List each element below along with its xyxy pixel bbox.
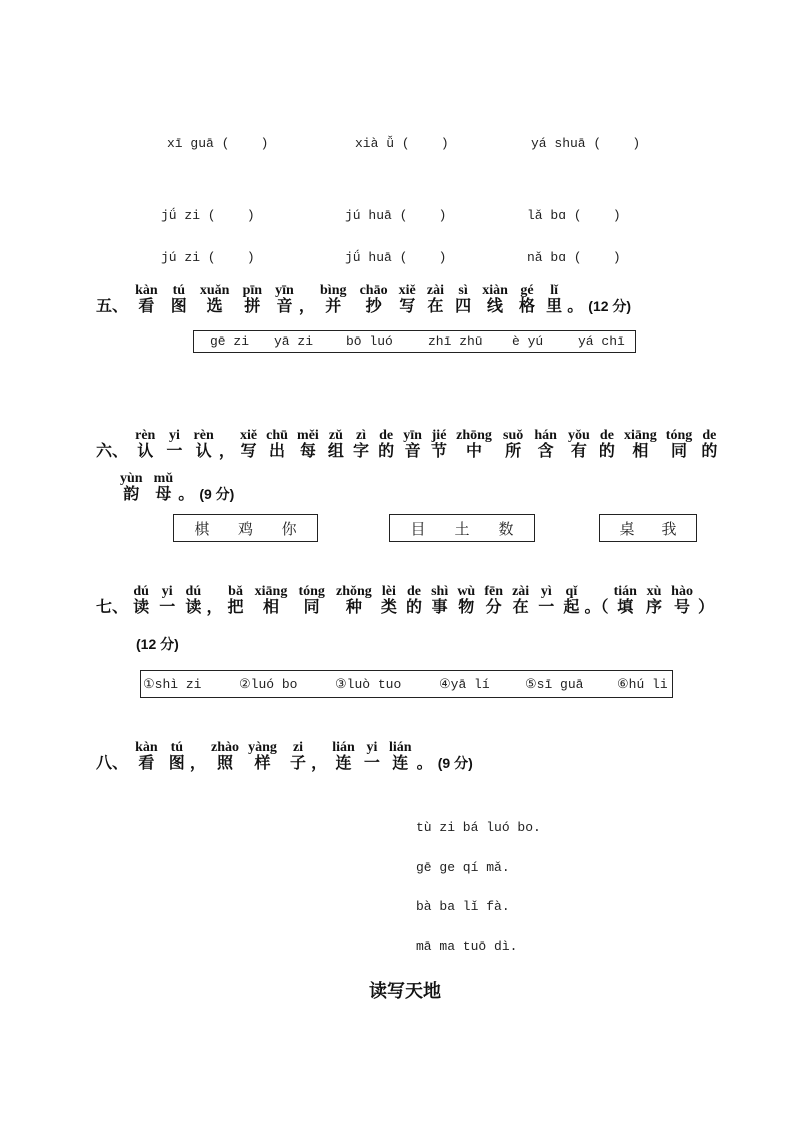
option: ③luò tuo	[335, 676, 402, 692]
section-number: 六、	[96, 441, 129, 460]
pinyin-item: jǘ zi ( )	[161, 208, 255, 223]
pinyin-item: jú huā ( )	[345, 208, 447, 223]
pinyin-options-box	[193, 330, 636, 353]
section-5-heading: 五、 kàn 看 tú 图 xuǎn 选 pīn 拼 yīn 音 ， bìng 并 chāo 抄 xiě 写 zài 在 sì 四 xiàn 线 gé 格 lǐ 里 。 (12 分)	[96, 283, 632, 315]
character: 棋	[194, 519, 210, 538]
character: 桌	[619, 519, 635, 538]
option: bō luó	[346, 334, 393, 349]
option: ④yā lí	[439, 676, 490, 692]
option: yā zi	[274, 334, 314, 349]
pinyin-item: nǎ bɑ ( )	[527, 250, 621, 265]
section-6-heading: 六、 rèn 认 yi 一 rèn 认 ， xiě 写 chū 出 měi 每 zǔ 组 zì 字 de 的 yīn 音 jié 节 zhōng 中 suǒ 所 hán 含 yǒu 有 de 的 xiāng 相 tóng 同 de 的	[96, 428, 718, 460]
section-number: 八、	[96, 753, 129, 772]
pinyin-item: xià ǚ ( )	[355, 136, 449, 151]
pinyin-item: xī guā ( )	[167, 136, 269, 151]
score: (9 分)	[199, 486, 235, 502]
character: 你	[281, 519, 297, 538]
score: (12 分)	[136, 636, 179, 652]
option: zhī zhū	[428, 334, 483, 349]
character: 鸡	[237, 519, 253, 538]
char-group-box-1	[173, 514, 318, 542]
sentence: gē ge qí mǎ.	[416, 860, 510, 875]
section-number: 七、	[96, 597, 129, 616]
score: (12 分)	[588, 298, 632, 314]
character: 目	[410, 519, 426, 538]
option: ②luó bo	[239, 676, 298, 692]
character: 数	[498, 519, 514, 538]
sentence: mā ma tuō dì.	[416, 939, 518, 954]
sentence: bà ba lǐ fà.	[416, 899, 510, 914]
option: ⑥hú li	[617, 676, 668, 692]
pinyin-item: yá shuā ( )	[531, 136, 641, 151]
character: 土	[454, 519, 470, 538]
score: (9 分)	[437, 755, 473, 771]
section-title: 读写天地	[369, 981, 441, 1002]
char-group-box-3	[599, 514, 697, 542]
option: ⑤sī guā	[525, 676, 584, 692]
pinyin-options-box	[140, 670, 673, 698]
section-7-heading: 七、 dú 读 yi 一 dú 读 ， bǎ 把 xiāng 相 tóng 同 zhǒng 种 lèi 类 de 的 shì 事 wù 物 fēn 分 zài 在 yì 一 qǐ 起 。（ tián 填 xù 序 hào 号 ）	[96, 584, 715, 616]
option: yá chī	[578, 334, 625, 349]
character: 我	[661, 519, 677, 538]
pinyin-item: jǘ huā ( )	[345, 250, 447, 265]
section-6-heading-cont: yùn 韵 mǔ 母 。 (9 分)	[120, 471, 235, 503]
sentence: tù zi bá luó bo.	[416, 820, 541, 835]
section-8-heading: 八、 kàn 看 tú 图 ， zhào 照 yàng 样 zi 子 ， lián 连 yi 一 lián 连 。 (9 分)	[96, 740, 473, 772]
section-number: 五、	[96, 296, 129, 315]
option: ①shì zi	[143, 676, 202, 692]
option: è yú	[512, 334, 544, 349]
pinyin-item: lǎ bɑ ( )	[527, 208, 621, 223]
pinyin-item: jú zi ( )	[161, 250, 255, 265]
option: gē zi	[210, 334, 250, 349]
char-group-box-2	[389, 514, 535, 542]
